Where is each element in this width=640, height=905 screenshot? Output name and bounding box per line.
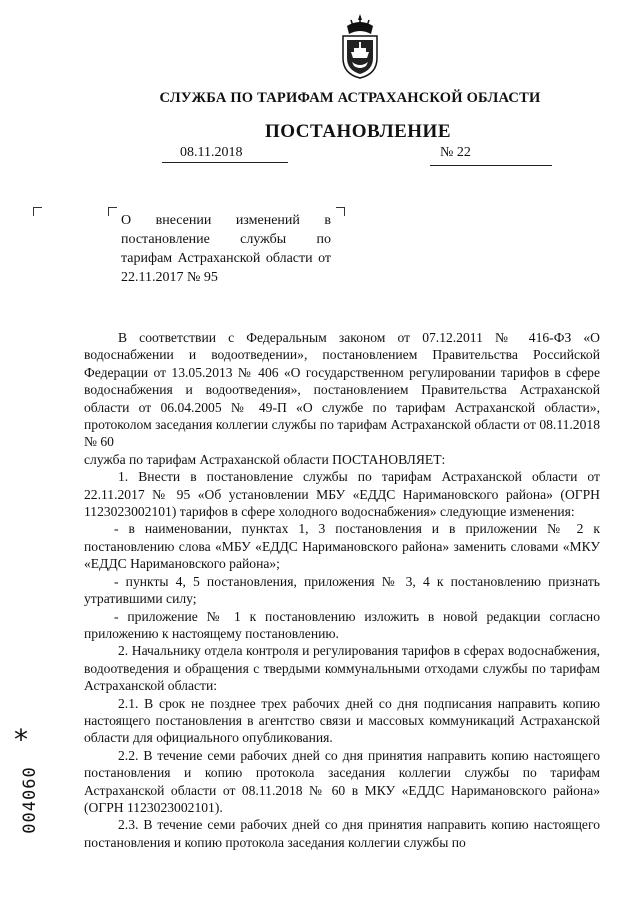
document-body [84, 329, 600, 851]
clause-1-paragraph: 1. Внести в постановление службы по тарифам Астраханской области от 22.11.2017 № 95 «Об установлении МБУ «ЕДДС Наримановского района» (ОГРН 1123023002101) тарифов в сфере холодного водоснабжения» следующие изменения: [84, 469, 600, 520]
document-type-title: ПОСТАНОВЛЕНИЕ [264, 121, 452, 142]
number-underline [430, 165, 552, 166]
clause-1-item-2: - пункты 4, 5 постановления, приложения № 3, 4 к постановлению признать утратившими силу; [84, 573, 600, 607]
preamble-paragraph: В соответствии с Федеральным законом от 07.12.2011 № 416-ФЗ «О водоснабжении и водоотведении», постановлением Правительства Российской Федерации от 13.05.2013 № 406 «О государственном регулировании тарифов в сфере водоснабжения и водоотведения», постановлением Правительства Астраханской области от 06.04.2005 № 49-П «О службе по тарифам Астраханской области», протоколом заседания коллегии службы по тарифам Астраханской области от 08.11.2018 № 60 [84, 330, 600, 450]
clause-2-2-paragraph: 2.2. В течение семи рабочих дней со дня принятия направить копию настоящего постановления и копию протокола заседания коллегии службы по тарифам Астраханской области от 08.11.2018 № 60 в МКУ «ЕДДС Наримановского района» (ОГРН 1123023002101). [84, 747, 600, 815]
clause-1-item-3: - приложение № 1 к постановлению изложить в новой редакции согласно приложению к настоящему постановлению. [84, 608, 600, 641]
margin-asterisk: * [14, 723, 28, 756]
corner-mark-left [33, 207, 42, 216]
margin-registration-number-text: 004060 [20, 766, 40, 834]
coat-of-arms-emblem [337, 12, 383, 80]
clause-2-1-paragraph: 2.1. В срок не позднее трех рабочих дней со дня подписания направить копию настоящего постановления в агентство связи и массовых коммуникаций Астраханской области для официального опубликования. [84, 695, 600, 746]
clause-2-paragraph: 2. Начальнику отдела контроля и регулирования тарифов в сферах водоснабжения, водоотведения и обращения с твердыми коммунальными отходами службы по тарифам Астраханской области: [84, 643, 600, 694]
resolution-paragraph: служба по тарифам Астраханской области ПОСТАНОВЛЯЕТ: [84, 451, 446, 467]
corner-mark-subject-left [108, 207, 117, 216]
document-date: 08.11.2018 [180, 145, 243, 160]
date-underline [162, 162, 288, 163]
organization-name: СЛУЖБА ПО ТАРИФАМ АСТРАХАНСКОЙ ОБЛАСТИ [159, 90, 541, 106]
clause-2-3-paragraph: 2.3. В течение семи рабочих дней со дня принятия направить копию настоящего постановления и копию протокола заседания коллегии службы по [84, 817, 600, 850]
clause-1-item-1: - в наименовании, пунктах 1, 3 постановления и в приложении № 2 к постановлению слова «МБУ «ЕДДС Наримановского района» заменить словами «МКУ «ЕДДС Наримановского района»; [84, 521, 600, 572]
corner-mark-subject-right [336, 207, 345, 216]
document-subject: О внесении изменений в постановление службы по тарифам Астраханской области от 22.11.2017 № 95 [121, 213, 331, 285]
document-number: № 22 [440, 145, 471, 160]
margin-registration-number [18, 752, 42, 848]
